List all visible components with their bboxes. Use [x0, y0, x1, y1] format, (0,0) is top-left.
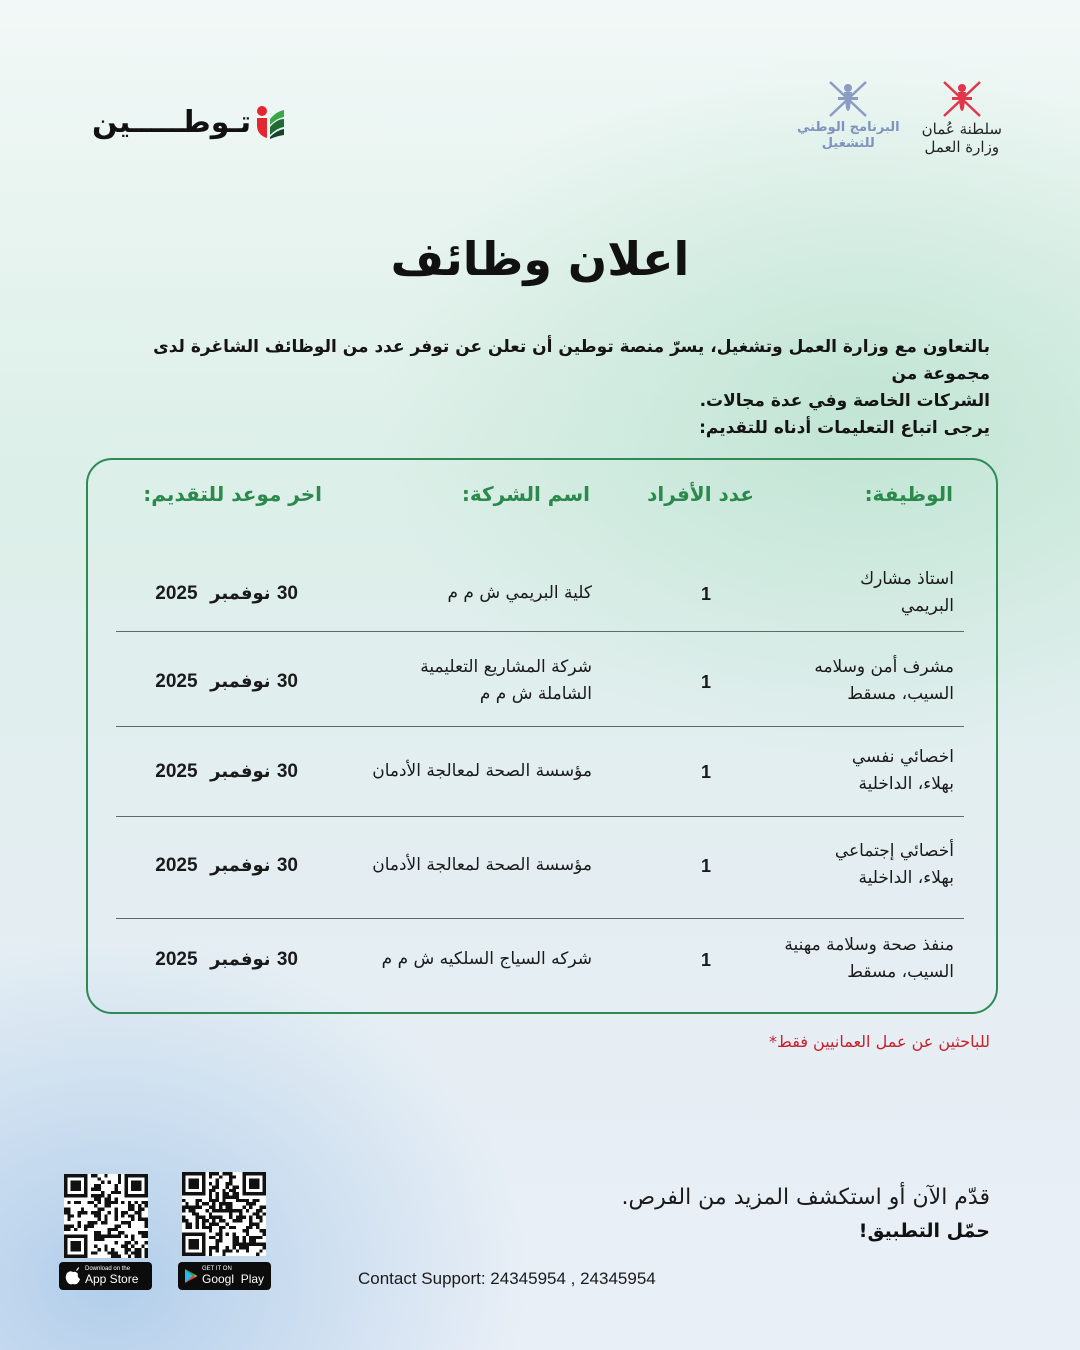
tawteen-mark-icon [255, 105, 285, 139]
appstore-badge-big: App Store [85, 1272, 139, 1286]
company-name-line-2: الشاملة ش م م [479, 684, 592, 704]
cta-line-2: حمّل التطبيق! [858, 1220, 990, 1242]
deadline-year: 2025 [155, 855, 198, 876]
job-title [734, 566, 954, 620]
job-title [734, 654, 954, 708]
company-name-line-1: كلية البريمي ش م م [447, 583, 592, 603]
contact-support: Contact Support: 24345954 , 24345954 [358, 1269, 656, 1288]
googleplay-badge-big: Googl Play [202, 1272, 265, 1286]
header-count: عدد الأفراد [647, 482, 754, 506]
intro-text [100, 334, 990, 442]
deadline-year: 2025 [155, 949, 198, 970]
google-play-icon [184, 1268, 198, 1284]
deadline-day: 30 [276, 761, 298, 782]
vacancy-count: 1 [700, 672, 711, 692]
job-location: السيب، مسقط [847, 962, 954, 982]
deadline-month: نوفمبر [210, 761, 271, 782]
job-title [734, 838, 954, 892]
row-divider [116, 726, 964, 727]
ntp-logo-line-1: البرنامج الوطني [796, 120, 900, 135]
intro-line-1: بالتعاون مع وزارة العمل وتشغيل، يسرّ منصة توطين أن تعلن عن توفر عدد من الوظائف الشاغرة لدى مجموعة من [153, 337, 990, 384]
job-title-line-1: مشرف أمن وسلامه [814, 657, 954, 677]
deadline-month: نوفمبر [210, 949, 271, 970]
job-location: بهلاء، الداخلية [858, 774, 954, 794]
application-deadline [155, 758, 298, 785]
company-name [332, 758, 592, 785]
appstore-qr-code[interactable] [64, 1174, 148, 1258]
application-deadline [155, 852, 298, 879]
company-name [332, 580, 592, 607]
vacancy-count: 1 [700, 856, 711, 876]
ministry-of-labour-logo [922, 78, 1002, 156]
mol-logo-line-2: وزارة العمل [924, 138, 1000, 156]
googleplay-badge-small: GET IT ON [202, 1266, 232, 1272]
eligibility-note: للباحثين عن عمل العمانيين فقط* [769, 1032, 990, 1051]
table-row [116, 838, 964, 898]
row-divider [116, 816, 964, 817]
appstore-download[interactable] [64, 1174, 148, 1262]
company-name [332, 946, 592, 973]
intro-line-2: الشركات الخاصة وفي عدة مجالات. [699, 391, 990, 411]
job-location: بهلاء، الداخلية [858, 868, 954, 888]
deadline-day: 30 [276, 855, 298, 876]
deadline-month: نوفمبر [210, 671, 271, 692]
header-company: اسم الشركة: [461, 482, 590, 506]
application-deadline [155, 580, 298, 607]
googleplay-badge[interactable] [178, 1262, 271, 1290]
application-deadline [155, 668, 298, 695]
company-name [332, 654, 592, 708]
googleplay-download[interactable] [182, 1172, 266, 1260]
company-name [332, 852, 592, 879]
row-divider [116, 631, 964, 632]
vacancy-count: 1 [700, 950, 711, 970]
deadline-year: 2025 [155, 671, 198, 692]
deadline-month: نوفمبر [210, 855, 271, 876]
table-row [116, 566, 964, 626]
deadline-day: 30 [276, 949, 298, 970]
table-row [116, 654, 964, 714]
company-name-line-1: شركة المشاريع التعليمية [420, 657, 592, 677]
tawteen-wordmark: تـوطـــــين [92, 104, 252, 140]
googleplay-qr-code[interactable] [182, 1172, 266, 1256]
deadline-month: نوفمبر [210, 583, 271, 604]
job-title [734, 744, 954, 798]
apple-icon [65, 1267, 81, 1285]
company-name-line-1: شركه السياج السلكيه ش م م [381, 949, 592, 969]
khanjar-emblem-icon [938, 78, 986, 120]
appstore-badge[interactable] [59, 1262, 152, 1290]
table-row [116, 744, 964, 804]
ntp-logo-line-2: للتشغيل [821, 136, 875, 151]
vacancy-count: 1 [700, 584, 711, 604]
job-location: السيب، مسقط [847, 684, 954, 704]
jobs-table [86, 458, 998, 1014]
deadline-year: 2025 [155, 761, 198, 782]
call-to-action [622, 1180, 990, 1246]
government-logos [797, 78, 1002, 156]
company-name-line-1: مؤسسة الصحة لمعالجة الأدمان [372, 761, 592, 781]
mol-logo-line-1: سلطنة عُمان [921, 120, 1002, 138]
application-deadline [155, 946, 298, 973]
khanjar-emblem-icon [824, 78, 872, 120]
job-location: البريمي [900, 596, 954, 616]
national-employment-program-logo [797, 78, 900, 152]
tawteen-logo [92, 100, 285, 144]
appstore-badge-small: Download on the [85, 1266, 131, 1272]
header-deadline: اخر موعد للتقديم: [143, 482, 322, 506]
deadline-day: 30 [276, 583, 298, 604]
intro-line-3: يرجى اتباع التعليمات أدناه للتقديم: [699, 418, 990, 438]
header-job: الوظيفة: [864, 482, 953, 506]
job-title-line-1: أخصائي إجتماعي [834, 841, 954, 861]
page-title: اعلان وظائف [390, 232, 690, 286]
vacancy-count: 1 [700, 762, 711, 782]
job-title-line-1: منفذ صحة وسلامة مهنية [784, 935, 954, 955]
cta-line-1: قدّم الآن أو استكشف المزيد من الفرص. [621, 1185, 990, 1210]
job-title [734, 932, 954, 986]
table-row [116, 932, 964, 992]
deadline-year: 2025 [155, 583, 198, 604]
row-divider [116, 918, 964, 919]
job-title-line-1: استاذ مشارك [860, 569, 954, 589]
job-title-line-1: اخصائي نفسي [851, 747, 954, 767]
deadline-day: 30 [276, 671, 298, 692]
company-name-line-1: مؤسسة الصحة لمعالجة الأدمان [372, 855, 592, 875]
